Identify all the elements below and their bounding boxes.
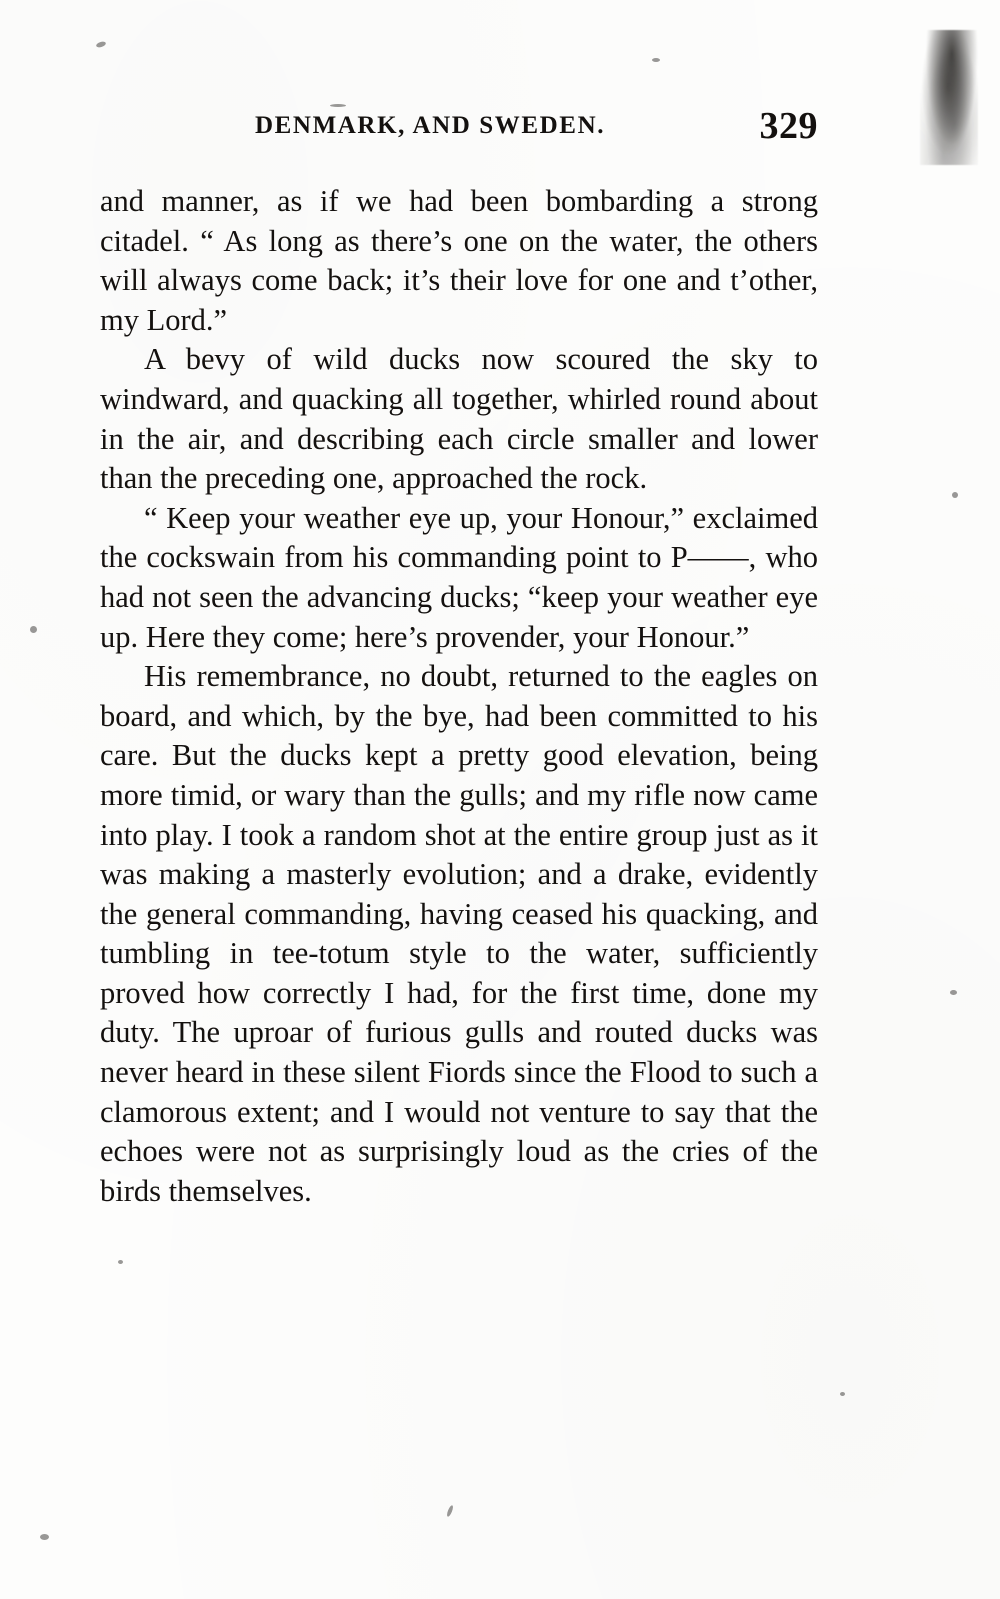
scan-speck xyxy=(840,1392,845,1396)
page-content xyxy=(100,0,818,1211)
scan-speck xyxy=(40,1534,49,1540)
paragraph: and manner, as if we had been bombarding a strong citadel. “ As long as there’s one on the water, the others will always come back; it’s their love for one and t’other, my Lord.” xyxy=(100,184,818,337)
ink-smudge-artifact xyxy=(920,30,978,165)
paragraph: His remembrance, no doubt, returned to the eagles on board, and which, by the bye, had been committed to his care. But the ducks kept a pretty good elevation, being more timid, or wary than the gulls; and my rifle now came into play. I took a random shot at the entire group just as it was making a masterly evolution; and a drake, evidently the general commanding, having ceased his quacking, and tumbling in tee-totum style to the water, sufficiently proved how correctly I had, for the first time, done my duty. The uproar of furious gulls and routed ducks was never heard in these silent Fiords since the Flood to such a clamorous extent; and I would not venture to say that the echoes were not as surprisingly loud as the cries of the birds themselves. xyxy=(100,659,818,1208)
paragraph: A bevy of wild ducks now scoured the sky to windward, and quacking all together, whirled round about in the air, and describing each circle smaller and lower than the preceding one, approached the rock. xyxy=(100,342,818,496)
running-head: DENMARK, AND SWEDEN. xyxy=(255,112,606,139)
scan-speck xyxy=(952,492,958,498)
scan-speck xyxy=(30,626,37,633)
page-header xyxy=(100,105,818,170)
body-text xyxy=(100,182,818,1211)
scan-speck xyxy=(446,1505,454,1518)
paragraph: “ Keep your weather eye up, your Honour,” exclaimed the cockswain from his commanding point to P——, who had not seen the advancing ducks; “keep your weather eye up. Here they come; here’s provender, your Honour.” xyxy=(100,500,818,654)
scan-speck xyxy=(118,1260,123,1264)
page-number: 329 xyxy=(759,105,818,147)
scan-speck xyxy=(950,990,957,995)
